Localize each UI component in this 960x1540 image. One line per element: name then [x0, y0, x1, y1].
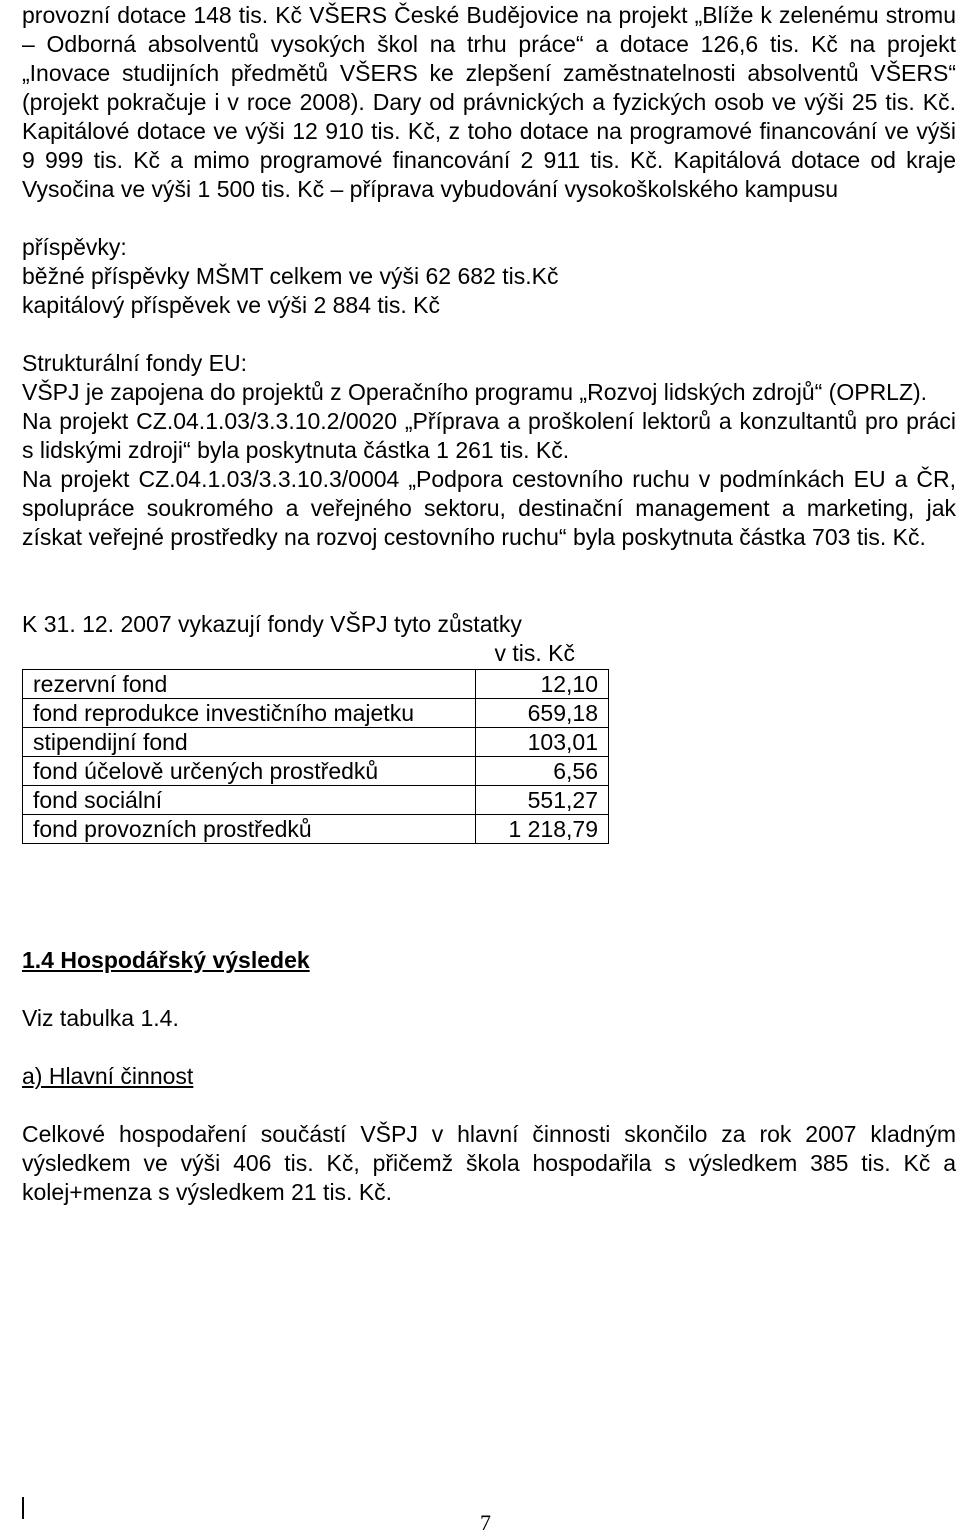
- page-number: 7: [480, 1510, 491, 1535]
- contributions-block: [22, 233, 956, 320]
- fund-value-cell: 1 218,79: [476, 815, 609, 844]
- main-activity-subheading: a) Hlavní činnost: [22, 1063, 194, 1089]
- fund-value-cell: 6,56: [476, 757, 609, 786]
- table-row: [23, 728, 609, 757]
- fund-name-cell: stipendijní fond: [23, 728, 476, 757]
- footer-marker: [22, 1497, 24, 1519]
- eu-project-2: Na projekt CZ.04.1.03/3.3.10.3/0004 „Podpora cestovního ruchu v podmínkách EU a ČR, spolupráce soukromého a veřejného sektoru, destinační management a marketing, jak získat veřejné prostředky na rozvoj cestovního ruchu“ byla poskytnuta částka 703 tis. Kč.: [22, 466, 956, 550]
- table-row: [23, 757, 609, 786]
- table-row: [23, 786, 609, 815]
- capital-contribution: kapitálový příspěvek ve výši 2 884 tis. Kč: [22, 292, 441, 318]
- document-page: [22, 1, 956, 1207]
- main-activity-paragraph: Celkové hospodaření součástí VŠPJ v hlavní činnosti skončilo za rok 2007 kladným výsledkem ve výši 406 tis. Kč, přičemž škola hospodařila s výsledkem 385 tis. Kč a kolej+menza s výsledkem 21 tis. Kč.: [22, 1121, 956, 1205]
- see-table-reference: Viz tabulka 1.4.: [22, 1005, 179, 1031]
- eu-project-1: Na projekt CZ.04.1.03/3.3.10.2/0020 „Příprava a proškolení lektorů a konzultantů pro práci s lidskými zdroji“ byla poskytnuta částka 1 261 tis. Kč.: [22, 408, 956, 463]
- fund-name-cell: fond provozních prostředků: [23, 815, 476, 844]
- fund-value-cell: 551,27: [476, 786, 609, 815]
- fund-balances-unit: v tis. Kč: [494, 640, 575, 666]
- table-row: [23, 670, 609, 699]
- fund-name-cell: fond reprodukce investičního majetku: [23, 699, 476, 728]
- fund-balances-block: [22, 610, 956, 844]
- eu-funds-label: Strukturální fondy EU:: [22, 350, 247, 376]
- table-row: [23, 699, 609, 728]
- current-contributions: běžné příspěvky MŠMT celkem ve výši 62 682 tis.Kč: [22, 263, 559, 289]
- fund-name-cell: fond sociální: [23, 786, 476, 815]
- fund-balances-heading: K 31. 12. 2007 vykazují fondy VŠPJ tyto zůstatky: [22, 611, 522, 637]
- eu-funds-block: [22, 349, 956, 552]
- fund-value-cell: 12,10: [476, 670, 609, 699]
- fund-value-cell: 659,18: [476, 699, 609, 728]
- fund-name-cell: rezervní fond: [23, 670, 476, 699]
- eu-funds-intro: VŠPJ je zapojena do projektů z Operačního programu „Rozvoj lidských zdrojů“ (OPRLZ).: [22, 379, 928, 405]
- fund-value-cell: 103,01: [476, 728, 609, 757]
- table-row: [23, 815, 609, 844]
- section-heading: 1.4 Hospodářský výsledek: [22, 947, 310, 973]
- contributions-label: příspěvky:: [22, 234, 127, 260]
- funding-paragraph: provozní dotace 148 tis. Kč VŠERS České Budějovice na projekt „Blíže k zelenému stromu – Odborná absolventů vysokých škol na trhu práce“ a dotace 126,6 tis. Kč na projekt „Inovace studijních předmětů VŠERS ke zlepšení zaměstnatelnosti absolventů VŠERS“ (projekt pokračuje i v roce 2008). Dary od právnických a fyzických osob ve výši 25 tis. Kč. Kapitálové dotace ve výši 12 910 tis. Kč, z toho dotace na programové financování ve výši 9 999 tis. Kč a mimo programové financování 2 911 tis. Kč. Kapitálová dotace od kraje Vysočina ve výši 1 500 tis. Kč – příprava vybudování vysokoškolského kampusu: [22, 2, 956, 202]
- fund-name-cell: fond účelově určených prostředků: [23, 757, 476, 786]
- fund-balances-table: [22, 669, 609, 844]
